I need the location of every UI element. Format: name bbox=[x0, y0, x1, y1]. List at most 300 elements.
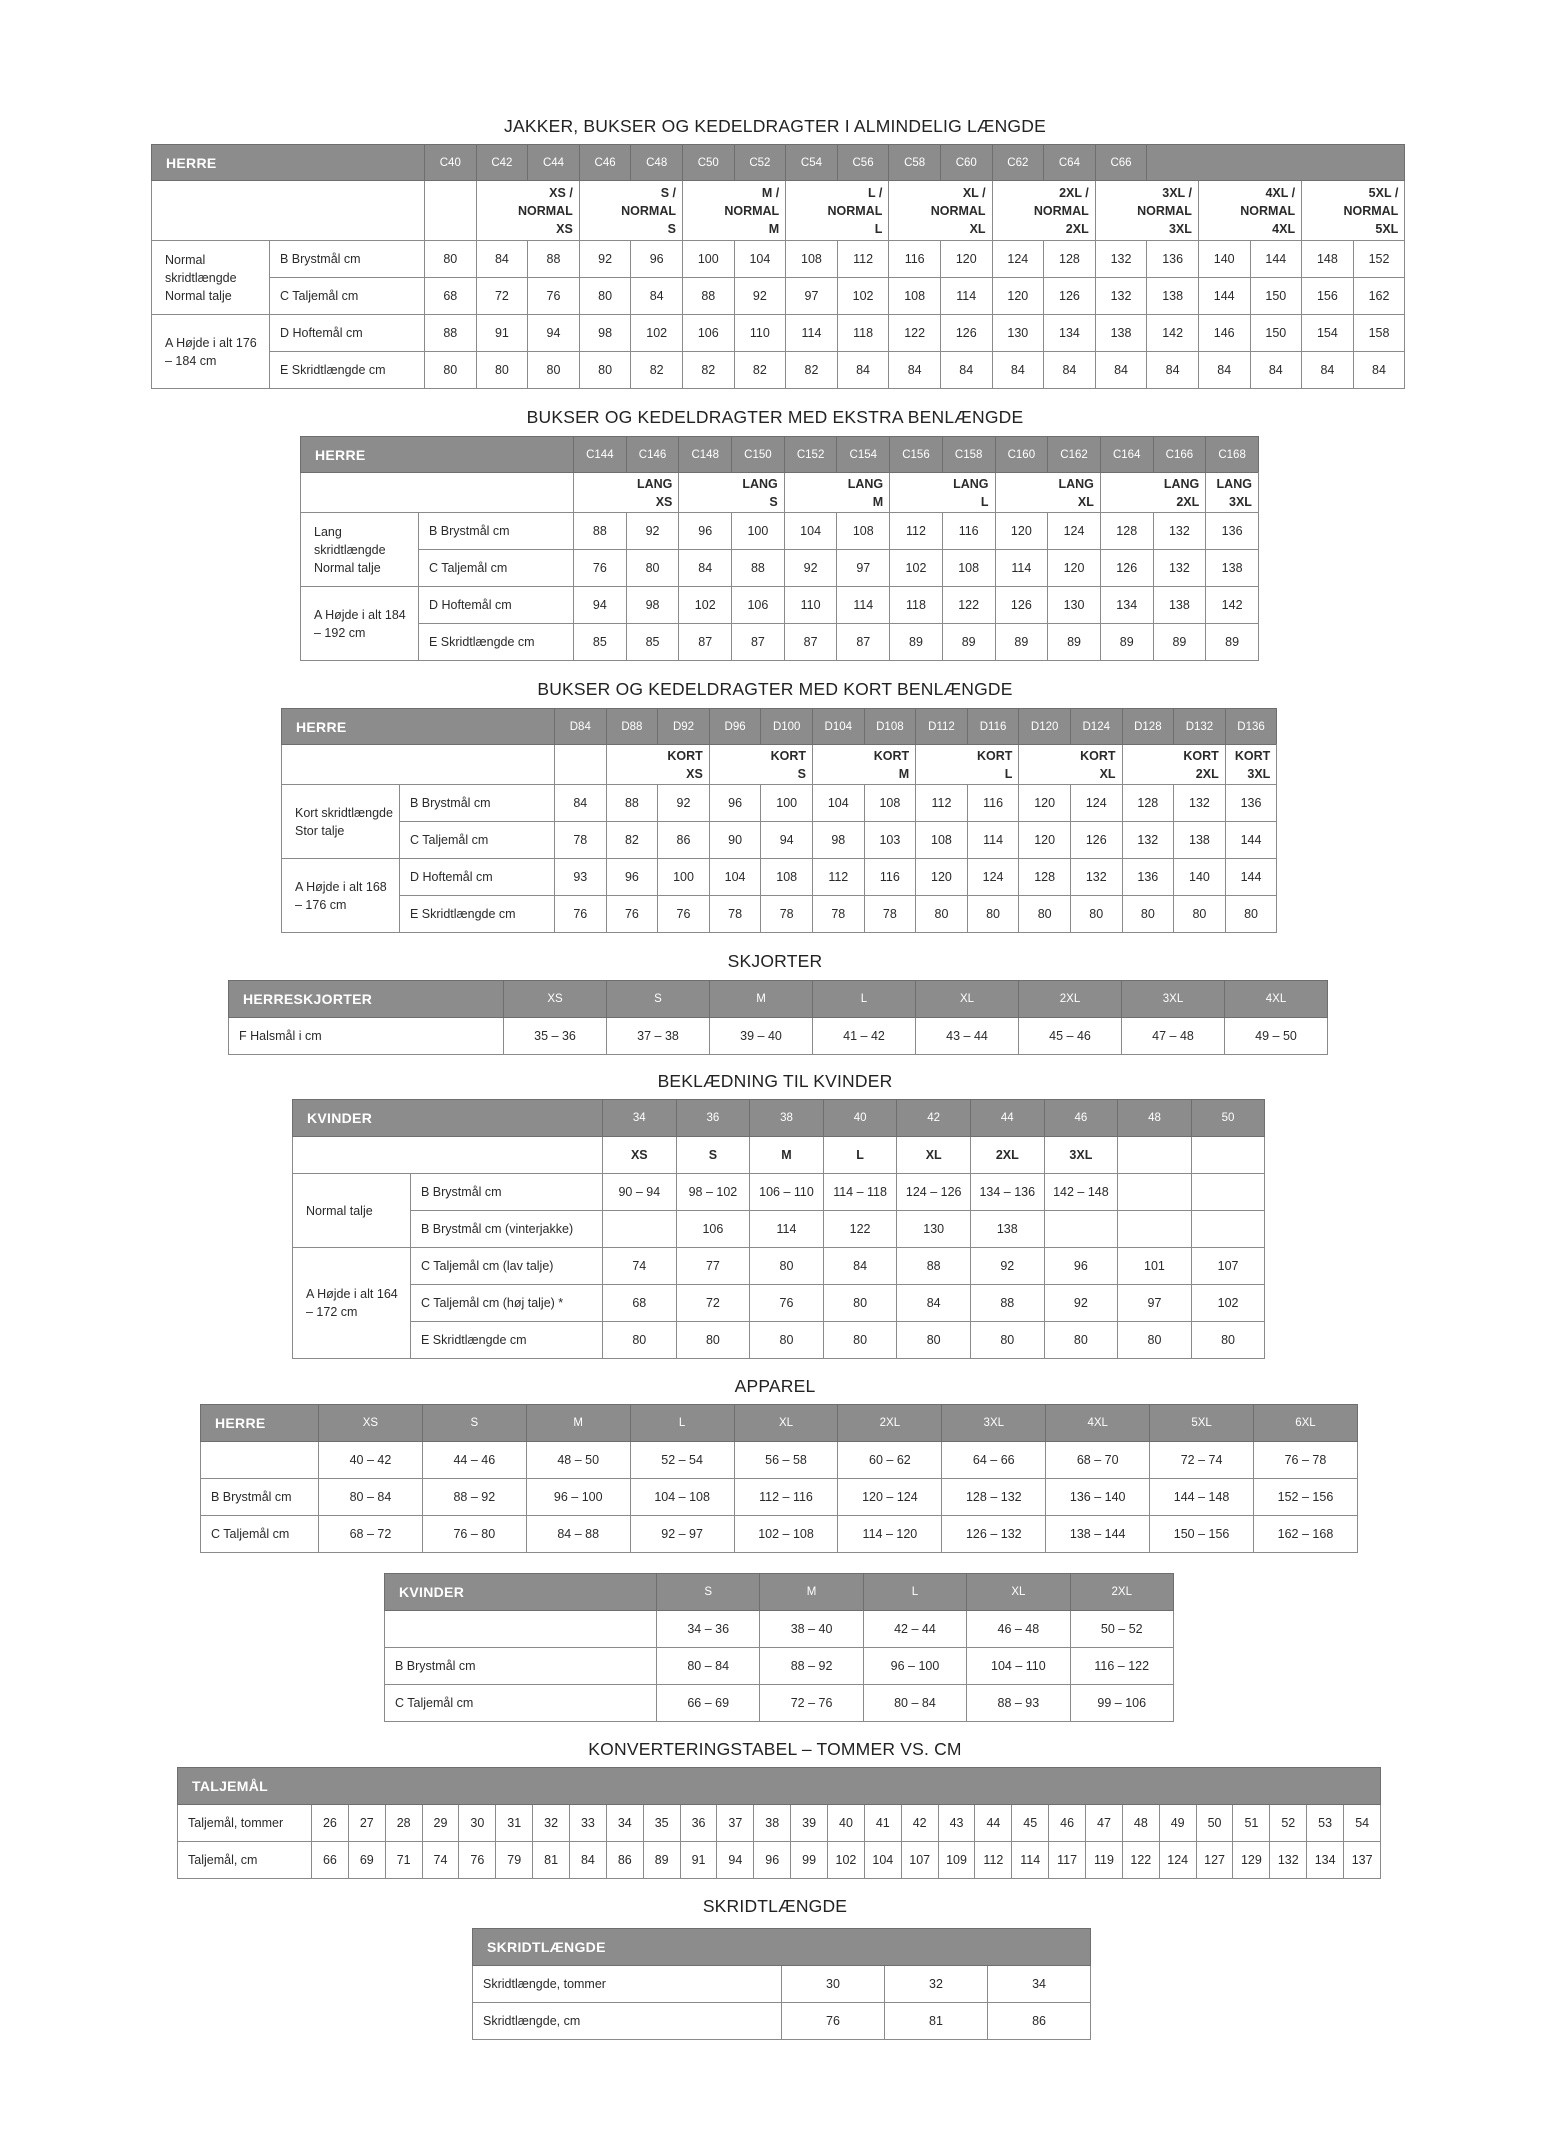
measure-value: 144 – 148 bbox=[1150, 1479, 1254, 1516]
size-label bbox=[1019, 745, 1122, 785]
size-code-header: C58 bbox=[889, 145, 941, 181]
measure-value: 80 bbox=[1118, 1322, 1192, 1359]
measure-value: 107 bbox=[1191, 1248, 1265, 1285]
size-code-header: 46 bbox=[1044, 1100, 1118, 1137]
measure-value: 128 bbox=[1100, 513, 1153, 550]
measure-value: 88 bbox=[425, 315, 477, 352]
measure-value: 72 – 76 bbox=[760, 1685, 863, 1722]
table-header-label: KVINDER bbox=[293, 1100, 603, 1137]
size-code-header: 36 bbox=[676, 1100, 750, 1137]
table-header-label: HERRESKJORTER bbox=[229, 981, 504, 1018]
measure-value: 80 bbox=[1225, 896, 1277, 933]
measure-label: B Brystmål cm bbox=[419, 513, 574, 550]
measure-value: 35 – 36 bbox=[504, 1018, 607, 1055]
size-row-blank bbox=[293, 1137, 603, 1174]
size-line: XS bbox=[655, 494, 673, 509]
measure-value: 78 bbox=[761, 896, 813, 933]
measure-value: 85 bbox=[626, 624, 679, 661]
measure-value: 99 – 106 bbox=[1070, 1685, 1173, 1722]
measure-value: 102 bbox=[890, 550, 943, 587]
size-header: XS bbox=[319, 1405, 423, 1442]
size-label bbox=[786, 181, 889, 241]
size-header: 4XL bbox=[1046, 1405, 1150, 1442]
measure-value: 158 bbox=[1353, 315, 1405, 352]
measure-value: 114 bbox=[940, 278, 992, 315]
measure-value: 104 – 108 bbox=[630, 1479, 734, 1516]
measure-value: 98 – 102 bbox=[676, 1174, 750, 1211]
header-row bbox=[201, 1405, 1358, 1442]
row-group-label: A Højde i alt 184 – 192 cm bbox=[301, 587, 419, 661]
size-code-header: 44 bbox=[970, 1100, 1044, 1137]
size-code-header: C158 bbox=[942, 437, 995, 473]
measure-value: 112 bbox=[837, 241, 889, 278]
measure-value: 41 – 42 bbox=[813, 1018, 916, 1055]
size-code-header: C164 bbox=[1100, 437, 1153, 473]
size-table-short-leg-length bbox=[281, 708, 1277, 933]
measure-value: 97 bbox=[1118, 1285, 1192, 1322]
size-label bbox=[574, 473, 679, 513]
measure-value: 94 bbox=[528, 315, 580, 352]
measure-label: B Brystmål cm bbox=[270, 241, 425, 278]
measure-value: 76 bbox=[606, 896, 658, 933]
size-row-blank bbox=[282, 745, 555, 785]
data-row bbox=[282, 859, 1277, 896]
measure-value: 31 bbox=[496, 1805, 533, 1842]
measure-value: 50 bbox=[1196, 1805, 1233, 1842]
size-header: M bbox=[760, 1574, 863, 1611]
measure-label: D Hoftemål cm bbox=[400, 859, 555, 896]
size-label bbox=[1206, 473, 1259, 513]
size-table-apparel-women bbox=[384, 1573, 1174, 1722]
measure-value: 102 bbox=[837, 278, 889, 315]
measure-value: 127 bbox=[1196, 1842, 1233, 1879]
measure-value: 92 bbox=[784, 550, 837, 587]
measure-value: 47 – 48 bbox=[1122, 1018, 1225, 1055]
measure-value: 116 bbox=[889, 241, 941, 278]
measure-value: 82 bbox=[786, 352, 838, 389]
measure-value: 114 bbox=[786, 315, 838, 352]
size-line: XS / bbox=[549, 185, 573, 200]
measure-value: 39 bbox=[791, 1805, 828, 1842]
measure-value: 120 bbox=[1048, 550, 1101, 587]
measure-value: 108 bbox=[761, 859, 813, 896]
measure-value: 85 bbox=[574, 624, 627, 661]
size-label: L bbox=[823, 1137, 897, 1174]
measure-value: 92 bbox=[658, 785, 710, 822]
measure-value: 80 bbox=[1174, 896, 1226, 933]
measure-value: 102 – 108 bbox=[734, 1516, 838, 1553]
size-code-header: D96 bbox=[709, 709, 761, 745]
measure-value: 60 – 62 bbox=[838, 1442, 942, 1479]
measure-value: 107 bbox=[901, 1842, 938, 1879]
measure-value: 80 bbox=[676, 1322, 750, 1359]
measure-value: 80 bbox=[425, 352, 477, 389]
size-line: KORT bbox=[1183, 748, 1219, 763]
measure-value: 142 bbox=[1147, 315, 1199, 352]
measure-value: 81 bbox=[533, 1842, 570, 1879]
measure-value: 45 – 46 bbox=[1019, 1018, 1122, 1055]
measure-value: 126 bbox=[1044, 278, 1096, 315]
size-line: KORT bbox=[873, 748, 910, 763]
size-blank bbox=[425, 181, 477, 241]
measure-label: E Skridtlængde cm bbox=[419, 624, 574, 661]
measure-value: 88 bbox=[897, 1248, 971, 1285]
measure-value: 102 bbox=[828, 1842, 865, 1879]
size-blank bbox=[555, 745, 607, 785]
size-label bbox=[784, 473, 889, 513]
size-line: S bbox=[797, 766, 806, 781]
size-label bbox=[1198, 181, 1301, 241]
measure-value: 94 bbox=[574, 587, 627, 624]
size-label bbox=[890, 473, 995, 513]
size-code-header: C46 bbox=[579, 145, 631, 181]
measure-value: 138 bbox=[1147, 278, 1199, 315]
size-label bbox=[709, 745, 812, 785]
measure-value: 106 bbox=[732, 587, 785, 624]
measure-value: 80 bbox=[750, 1248, 824, 1285]
measure-value bbox=[1118, 1174, 1192, 1211]
size-code-header: C66 bbox=[1095, 145, 1147, 181]
measure-value: 108 bbox=[916, 822, 968, 859]
measure-value: 72 – 74 bbox=[1150, 1442, 1254, 1479]
section-title-regular-length: JAKKER, BUKSER OG KEDELDRAGTER I ALMINDELIG LÆNGDE bbox=[504, 116, 1046, 136]
size-header: XL bbox=[734, 1405, 838, 1442]
measure-value: 110 bbox=[784, 587, 837, 624]
measure-value: 98 bbox=[812, 822, 864, 859]
table-header-label: TALJEMÅL bbox=[178, 1768, 1381, 1805]
measure-value: 80 – 84 bbox=[319, 1479, 423, 1516]
size-label bbox=[1095, 181, 1198, 241]
measure-value: 76 – 80 bbox=[422, 1516, 526, 1553]
measure-value: 106 bbox=[682, 315, 734, 352]
measure-value: 98 bbox=[579, 315, 631, 352]
measure-label: C Taljemål cm bbox=[270, 278, 425, 315]
measure-label: F Halsmål i cm bbox=[229, 1018, 504, 1055]
measure-value: 78 bbox=[709, 896, 761, 933]
measure-value: 81 bbox=[885, 2003, 988, 2040]
measure-value: 91 bbox=[680, 1842, 717, 1879]
measure-value: 79 bbox=[496, 1842, 533, 1879]
size-code-header: C50 bbox=[682, 145, 734, 181]
measure-value: 109 bbox=[938, 1842, 975, 1879]
measure-value: 100 bbox=[658, 859, 710, 896]
section-title-short-leg-length: BUKSER OG KEDELDRAGTER MED KORT BENLÆNGDE bbox=[537, 679, 1013, 699]
measure-value: 120 bbox=[1019, 822, 1071, 859]
measure-value: 122 bbox=[942, 587, 995, 624]
measure-value: 43 – 44 bbox=[916, 1018, 1019, 1055]
size-label bbox=[682, 181, 785, 241]
measure-value: 126 bbox=[940, 315, 992, 352]
size-code-header: C56 bbox=[837, 145, 889, 181]
measure-value: 89 bbox=[1048, 624, 1101, 661]
measure-value: 120 bbox=[992, 278, 1044, 315]
measure-value: 44 bbox=[975, 1805, 1012, 1842]
measure-label: C Taljemål cm bbox=[400, 822, 555, 859]
measure-value: 88 bbox=[970, 1285, 1044, 1322]
measure-value: 92 – 97 bbox=[630, 1516, 734, 1553]
measure-value: 126 bbox=[995, 587, 1048, 624]
measure-value: 68 bbox=[603, 1285, 677, 1322]
measure-value: 146 bbox=[1198, 315, 1250, 352]
measure-value: 84 bbox=[1302, 352, 1354, 389]
measure-value: 69 bbox=[348, 1842, 385, 1879]
measure-value: 138 bbox=[970, 1211, 1044, 1248]
size-code-header: C52 bbox=[734, 145, 786, 181]
size-line: NORMAL bbox=[724, 203, 780, 218]
measure-value: 87 bbox=[679, 624, 732, 661]
data-row bbox=[152, 315, 1405, 352]
measure-value: 122 bbox=[1122, 1842, 1159, 1879]
measure-label: D Hoftemål cm bbox=[270, 315, 425, 352]
measure-value: 89 bbox=[1100, 624, 1153, 661]
measure-value: 80 bbox=[967, 896, 1019, 933]
measure-value: 96 bbox=[754, 1842, 791, 1879]
measure-value: 88 – 92 bbox=[760, 1648, 863, 1685]
measure-value: 80 bbox=[603, 1322, 677, 1359]
size-header: 2XL bbox=[838, 1405, 942, 1442]
measure-value: 66 bbox=[312, 1842, 349, 1879]
measure-value: 43 bbox=[938, 1805, 975, 1842]
measure-value: 84 bbox=[570, 1842, 607, 1879]
size-table-apparel-men bbox=[200, 1404, 1358, 1553]
measure-value: 53 bbox=[1307, 1805, 1344, 1842]
measure-value: 66 – 69 bbox=[657, 1685, 760, 1722]
size-code-header: 38 bbox=[750, 1100, 824, 1137]
measure-value: 101 bbox=[1118, 1248, 1192, 1285]
section-title-apparel: APPAREL bbox=[734, 1376, 816, 1396]
size-header: 5XL bbox=[1150, 1405, 1254, 1442]
size-line: 5XL / bbox=[1368, 185, 1399, 200]
data-row bbox=[301, 550, 1259, 587]
size-code-header: C146 bbox=[626, 437, 679, 473]
size-header: L bbox=[630, 1405, 734, 1442]
size-label bbox=[1122, 745, 1225, 785]
measure-label: B Brystmål cm bbox=[385, 1648, 657, 1685]
data-row bbox=[293, 1285, 1265, 1322]
data-row bbox=[385, 1648, 1174, 1685]
measure-label: Taljemål, tommer bbox=[178, 1805, 312, 1842]
measure-label: Taljemål, cm bbox=[178, 1842, 312, 1879]
size-code-header: D136 bbox=[1225, 709, 1277, 745]
header-row bbox=[282, 709, 1277, 745]
measure-value: 28 bbox=[385, 1805, 422, 1842]
size-code-header: 40 bbox=[823, 1100, 897, 1137]
measure-value: 34 – 36 bbox=[657, 1611, 760, 1648]
measure-value: 103 bbox=[864, 822, 916, 859]
measure-value: 114 bbox=[837, 587, 890, 624]
size-line: L / bbox=[868, 185, 883, 200]
data-row bbox=[152, 352, 1405, 389]
measure-value: 108 bbox=[889, 278, 941, 315]
size-label bbox=[1302, 181, 1405, 241]
measure-value: 30 bbox=[782, 1966, 885, 2003]
measure-value: 154 bbox=[1302, 315, 1354, 352]
size-line: 5XL bbox=[1375, 221, 1399, 236]
size-label-row bbox=[293, 1137, 1265, 1174]
size-code-header: 42 bbox=[897, 1100, 971, 1137]
measure-value: 120 bbox=[1019, 785, 1071, 822]
measure-label: B Brystmål cm bbox=[201, 1479, 319, 1516]
measure-value: 94 bbox=[717, 1842, 754, 1879]
measure-value: 104 bbox=[812, 785, 864, 822]
measure-value: 92 bbox=[626, 513, 679, 550]
size-line: KORT bbox=[1234, 748, 1271, 763]
measure-value: 68 bbox=[425, 278, 477, 315]
measure-value: 112 bbox=[916, 785, 968, 822]
measure-value: 89 bbox=[1206, 624, 1259, 661]
measure-value: 40 bbox=[828, 1805, 865, 1842]
measure-value: 102 bbox=[679, 587, 732, 624]
row-group-label: Normal skridtlængde Normal talje bbox=[152, 241, 270, 315]
size-line: LANG bbox=[1058, 476, 1094, 491]
size-row-blank bbox=[152, 181, 425, 241]
size-header: S bbox=[422, 1405, 526, 1442]
measure-value: 152 bbox=[1353, 241, 1405, 278]
measure-value: 92 bbox=[734, 278, 786, 315]
measure-value: 90 – 94 bbox=[603, 1174, 677, 1211]
measure-label: C Taljemål cm bbox=[201, 1516, 319, 1553]
data-row bbox=[385, 1611, 1174, 1648]
measure-value: 122 bbox=[823, 1211, 897, 1248]
measure-value: 144 bbox=[1225, 859, 1277, 896]
measure-value: 82 bbox=[734, 352, 786, 389]
size-header: XL bbox=[967, 1574, 1070, 1611]
measure-value: 77 bbox=[676, 1248, 750, 1285]
measure-value: 84 bbox=[679, 550, 732, 587]
table-header-label: HERRE bbox=[201, 1405, 319, 1442]
row-group-label: A Højde i alt 176 – 184 cm bbox=[152, 315, 270, 389]
measure-value: 37 bbox=[717, 1805, 754, 1842]
measure-value: 124 bbox=[1048, 513, 1101, 550]
measure-value: 152 – 156 bbox=[1254, 1479, 1358, 1516]
size-label-row bbox=[282, 745, 1277, 785]
measure-value bbox=[1044, 1211, 1118, 1248]
measure-value: 76 bbox=[574, 550, 627, 587]
size-header: XL bbox=[916, 981, 1019, 1018]
measure-value: 110 bbox=[734, 315, 786, 352]
size-label: M bbox=[750, 1137, 824, 1174]
size-line: KORT bbox=[1080, 748, 1116, 763]
measure-value: 88 bbox=[528, 241, 580, 278]
measure-value: 27 bbox=[348, 1805, 385, 1842]
size-code-header: 34 bbox=[603, 1100, 677, 1137]
table-header-label: HERRE bbox=[301, 437, 574, 473]
size-line: XL bbox=[1077, 494, 1094, 509]
measure-value: 140 bbox=[1198, 241, 1250, 278]
measure-value: 132 bbox=[1153, 513, 1206, 550]
size-row-blank bbox=[301, 473, 574, 513]
measure-value: 150 bbox=[1250, 278, 1302, 315]
measure-value: 92 bbox=[1044, 1285, 1118, 1322]
measure-value: 96 bbox=[1044, 1248, 1118, 1285]
size-header: 2XL bbox=[1019, 981, 1122, 1018]
size-label bbox=[812, 745, 915, 785]
measure-value: 37 – 38 bbox=[607, 1018, 710, 1055]
measure-value: 100 bbox=[761, 785, 813, 822]
size-line: LANG bbox=[1163, 476, 1200, 491]
header-row bbox=[301, 437, 1259, 473]
measure-value: 80 bbox=[1122, 896, 1174, 933]
data-row bbox=[201, 1479, 1358, 1516]
data-row bbox=[293, 1211, 1265, 1248]
measure-value: 80 bbox=[823, 1322, 897, 1359]
size-label bbox=[1118, 1137, 1192, 1174]
measure-value: 102 bbox=[1191, 1285, 1265, 1322]
measure-value: 76 bbox=[555, 896, 607, 933]
measure-value: 112 bbox=[812, 859, 864, 896]
size-header: 3XL bbox=[1122, 981, 1225, 1018]
measure-value: 132 bbox=[1174, 785, 1226, 822]
measure-value: 80 bbox=[970, 1322, 1044, 1359]
size-line: 4XL bbox=[1272, 221, 1296, 236]
measure-value: 156 bbox=[1302, 278, 1354, 315]
measure-value: 80 bbox=[1191, 1322, 1265, 1359]
header-row bbox=[473, 1929, 1091, 1966]
measure-value bbox=[1191, 1174, 1265, 1211]
data-row bbox=[293, 1174, 1265, 1211]
size-header: M bbox=[526, 1405, 630, 1442]
measure-value: 80 bbox=[579, 278, 631, 315]
measure-value: 84 bbox=[1353, 352, 1405, 389]
measure-value: 138 bbox=[1206, 550, 1259, 587]
measure-value: 106 bbox=[676, 1211, 750, 1248]
size-code-header: D88 bbox=[606, 709, 658, 745]
size-code-header: C40 bbox=[425, 145, 477, 181]
measure-value: 89 bbox=[1153, 624, 1206, 661]
size-table-shirts bbox=[228, 980, 1328, 1055]
measure-value: 38 bbox=[754, 1805, 791, 1842]
measure-value: 80 bbox=[916, 896, 968, 933]
measure-value: 132 bbox=[1270, 1842, 1307, 1879]
measure-value bbox=[603, 1211, 677, 1248]
measure-value: 40 – 42 bbox=[319, 1442, 423, 1479]
size-label: XL bbox=[897, 1137, 971, 1174]
measure-value: 138 bbox=[1095, 315, 1147, 352]
section-title-extra-leg-length: BUKSER OG KEDELDRAGTER MED EKSTRA BENLÆNGDE bbox=[526, 407, 1024, 427]
header-row bbox=[229, 981, 1328, 1018]
size-label: 3XL bbox=[1044, 1137, 1118, 1174]
measure-label: E Skridtlængde cm bbox=[411, 1322, 603, 1359]
size-line: LANG bbox=[1216, 476, 1252, 491]
measure-value: 47 bbox=[1086, 1805, 1123, 1842]
measure-value: 128 bbox=[1044, 241, 1096, 278]
measure-value: 112 bbox=[975, 1842, 1012, 1879]
size-code-header: D116 bbox=[967, 709, 1019, 745]
size-line: 3XL / bbox=[1162, 185, 1192, 200]
size-line: S bbox=[667, 221, 676, 236]
measure-value: 108 bbox=[786, 241, 838, 278]
measure-value: 68 – 70 bbox=[1046, 1442, 1150, 1479]
size-code-header: C62 bbox=[992, 145, 1044, 181]
table-header-label: SKRIDTLÆNGDE bbox=[473, 1929, 1091, 1966]
measure-value: 114 bbox=[1012, 1842, 1049, 1879]
measure-value: 93 bbox=[555, 859, 607, 896]
size-code-header: D120 bbox=[1019, 709, 1071, 745]
size-header: 2XL bbox=[1070, 1574, 1173, 1611]
conversion-table-waist bbox=[177, 1767, 1381, 1879]
measure-value: 96 bbox=[709, 785, 761, 822]
measure-value: 86 bbox=[606, 1842, 643, 1879]
size-label bbox=[579, 181, 682, 241]
measure-value: 80 bbox=[1070, 896, 1122, 933]
measure-value: 122 bbox=[889, 315, 941, 352]
measure-label: B Brystmål cm (vinterjakke) bbox=[411, 1211, 603, 1248]
measure-value: 76 bbox=[459, 1842, 496, 1879]
measure-value: 76 bbox=[750, 1285, 824, 1322]
measure-value: 49 – 50 bbox=[1225, 1018, 1328, 1055]
size-line: 3XL bbox=[1168, 221, 1192, 236]
measure-label: Skridtlængde, cm bbox=[473, 2003, 782, 2040]
